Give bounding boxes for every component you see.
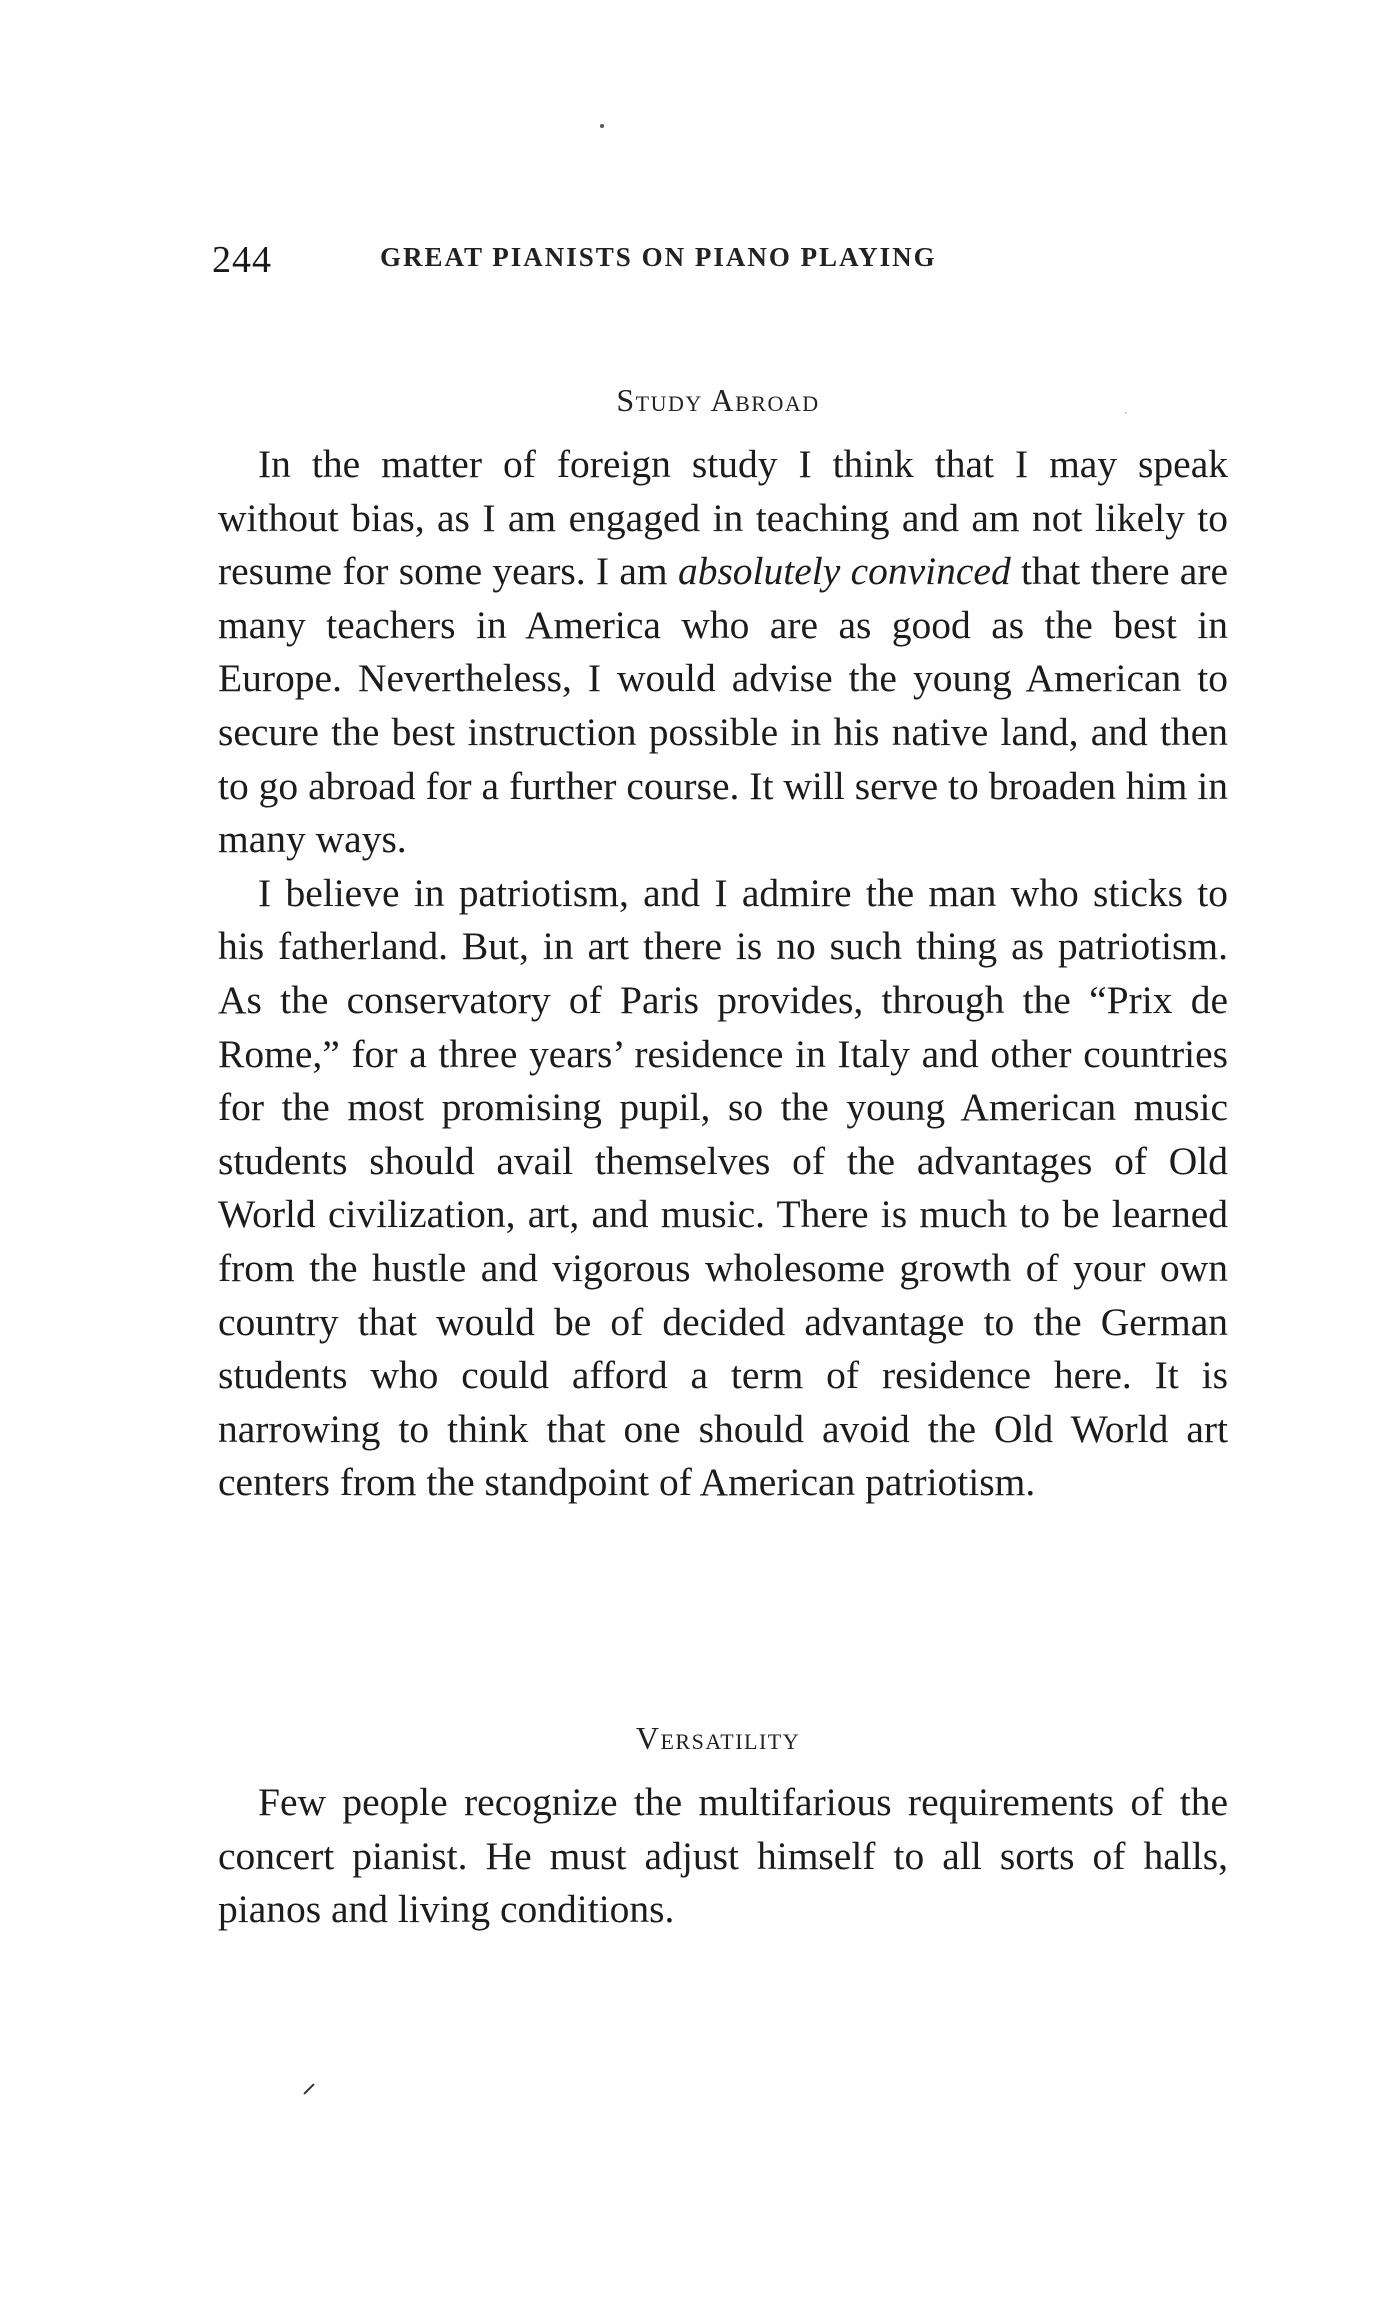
paragraph xyxy=(218,438,1228,867)
emphasized-text: absolutely convinced xyxy=(677,549,1011,594)
page-number: 244 xyxy=(212,239,272,281)
running-head: GREAT PIANISTS ON PIANO PLAYING xyxy=(380,242,937,272)
section-versatility-body xyxy=(218,1776,1228,1937)
paragraph-text: that there are many teachers in America who are as good as the best in Europe. Nevertheless, I would advise the young American to secure the best instruction possible in his native land, and then to go abroad for a further course. It will serve to broaden him in many ways. xyxy=(218,549,1228,862)
paragraph: Few people recognize the multifarious requirements of the concert pianist. He must adjust himself to all sorts of halls, pianos and living conditions. xyxy=(218,1780,1228,1932)
section-heading-study-abroad: Study Abroad xyxy=(616,382,820,418)
section-study-abroad-body xyxy=(218,438,1228,1510)
page-header xyxy=(212,238,1062,288)
paragraph: I believe in patriotism, and I admire the man who sticks to his fatherland. But, in art there is no such thing as patriotism. As the conservatory of Paris provides, through the “Prix de Rome,” for a three years’ residence in Italy and other countries for the most promising pupil, so the young American music students should avail themselves of the advantages of Old World civilization, art, and music. There is much to be learned from the hustle and vigorous wholesome growth of your own country that would be of decided advantage to the German students who could afford a term of residence here. It is narrowing to think that one should avoid the Old World art centers from the standpoint of American patriotism. xyxy=(218,870,1228,1505)
dust-speck xyxy=(600,124,604,128)
pencil-mark xyxy=(303,2083,314,2094)
section-heading-versatility: Versatility xyxy=(635,1720,801,1756)
paragraph-text: In the matter of foreign study I think that I may speak without bias, as I am engaged in teaching and am not likely to resume for some years. I am xyxy=(218,442,1228,594)
